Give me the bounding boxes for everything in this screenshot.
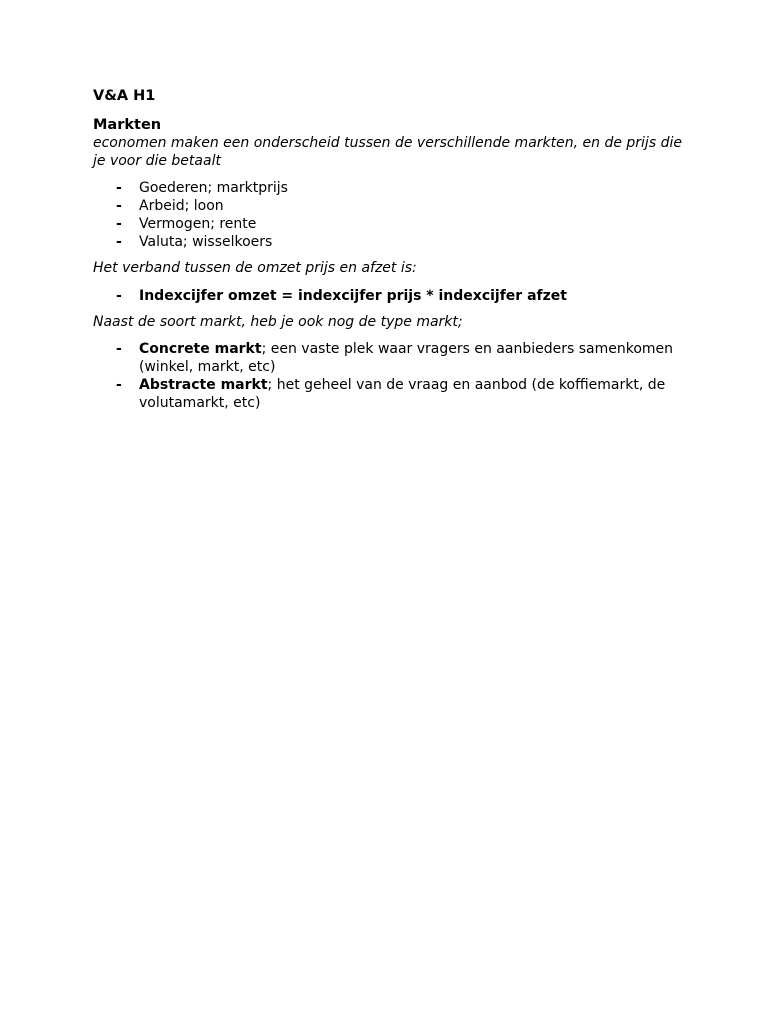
market-types-list: [93, 340, 683, 412]
list-item-text: Vermogen; rente: [139, 216, 257, 232]
document-page: [93, 86, 683, 412]
type-paragraph: Naast de soort markt, heb je ook nog de type markt;: [93, 313, 463, 330]
markets-list: [93, 179, 683, 251]
list-item: [93, 376, 683, 412]
list-item: [93, 233, 683, 251]
intro-paragraph: economen maken een onderscheid tussen de verschillende markten, en de prijs die je voor die betaalt: [93, 135, 682, 169]
list-item: [93, 215, 683, 233]
formula-text: Indexcijfer omzet = indexcijfer prijs * indexcijfer afzet: [139, 287, 567, 304]
list-item-text: Valuta; wisselkoers: [139, 234, 273, 250]
bullet-dash: -: [116, 377, 122, 393]
list-item: [93, 287, 683, 305]
bullet-dash: -: [116, 341, 122, 357]
list-item-text: Goederen; marktprijs: [139, 180, 288, 196]
bullet-dash: -: [116, 198, 122, 214]
list-item: [93, 197, 683, 215]
formula-list: [93, 287, 683, 305]
document-title: V&A H1: [93, 88, 156, 104]
list-item: [93, 179, 683, 197]
term-abstracte-markt: Abstracte markt: [139, 377, 268, 393]
list-item-text: Arbeid; loon: [139, 198, 224, 214]
definition-concrete-markt: ; een vaste plek waar vragers en aanbieders samenkomen (winkel, markt, etc): [139, 341, 674, 375]
bullet-dash: -: [116, 180, 122, 196]
relation-paragraph: Het verband tussen de omzet prijs en afzet is:: [93, 260, 417, 276]
definition-abstracte-markt: ; het geheel van de vraag en aanbod (de koffiemarkt, de volutamarkt, etc): [139, 377, 666, 411]
bullet-dash: -: [116, 216, 122, 232]
list-item: [93, 340, 683, 376]
section-heading: Markten: [93, 117, 162, 133]
bullet-dash: -: [116, 287, 122, 304]
bullet-dash: -: [116, 234, 122, 250]
term-concrete-markt: Concrete markt: [139, 341, 262, 357]
